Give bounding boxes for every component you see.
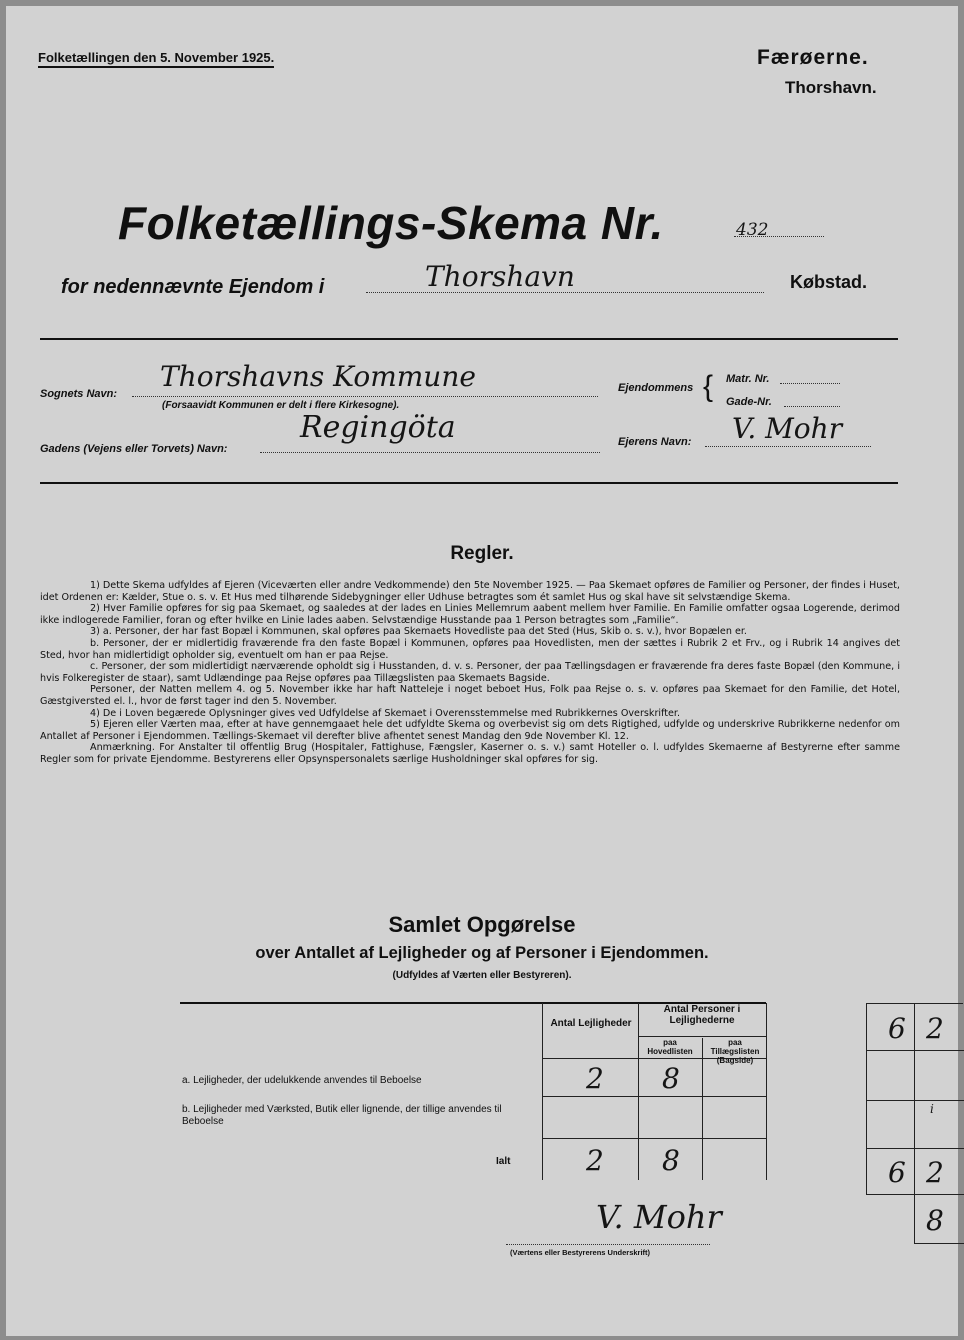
- street-label: Gadens (Vejens eller Torvets) Navn:: [40, 443, 228, 455]
- form-number: 432: [736, 220, 769, 240]
- rule-paragraph: 5) Ejeren eller Værten maa, efter at have gennemgaaet hele det udfyldte Skema og overbevist sig om dets Rigtighed, udfylde og underskrive Rubrikkerne nedenfor om Antallet af Personer i Ejendommen. Tællings-Skemaet vil derefter blive afhentet senest Mandag den 9de November Kl. 12.: [40, 719, 900, 742]
- summary-subtitle: over Antallet af Lejligheder og af Personer i Ejendommen.: [255, 944, 709, 962]
- divider: [40, 482, 898, 484]
- tally-value: 2: [926, 1012, 944, 1045]
- rule-paragraph: b. Personer, der er midlertidig fraværende fra den faste Bopæl i Kommunen, opføres paa Hovedlisten, men der sættes i Rubrik 2 et Frv., og i Rubrik 14 angives det Sted, hvor han midlertidigt opholder sig, eventuelt om han er paa Rejse.: [40, 637, 900, 661]
- rule-paragraph: 1) Dette Skema udfyldes af Ejeren (Viceværten eller andre Vedkommende) den 5te November 1925. — Paa Skemaet opføres de Familier og Personer, der findes i Huset, idet Ordenen er: Kælder, Stue o. s. v. Et Hus med tilhørende Sidebygninger eller Udhuse betragtes som ét samlet Hus og skal have sit selvstændige Skema.: [40, 580, 900, 603]
- owner-label: Ejerens Navn:: [618, 436, 692, 448]
- tally-value: 6: [888, 1012, 906, 1045]
- owner-signature: V. Mohr: [596, 1198, 722, 1236]
- rule-paragraph: Personer, der Natten mellem 4. og 5. November ikke har haft Natteleje i noget beboet Hus, Folk paa Rejse o. s. v. opføres paa Skemaet for den Familie, det Hotel, Gæstgiversted el. l., hvor de først tager ind den 5. November.: [40, 684, 900, 707]
- parish-label: Sognets Navn:: [40, 388, 118, 400]
- col-supplement-header: paa Tillægslisten (Bagside): [710, 1038, 760, 1065]
- rules-heading: Regler.: [450, 543, 514, 564]
- property-label: for nedennævnte Ejendom i: [61, 276, 325, 298]
- table-grid: [542, 1138, 766, 1139]
- rule-paragraph: 4) De i Loven begærede Oplysninger gives ved Udfyldelse af Skemaet i Overensstemmelse med Rubrikkernes Overskrifter.: [90, 707, 681, 719]
- table-grid: [542, 1096, 766, 1097]
- tally-value: 2: [926, 1156, 944, 1189]
- col-persons-header: Antal Personer i Lejlighederne: [663, 1004, 741, 1026]
- side-tally-grid: [866, 1050, 964, 1051]
- form-title: Folketællings-Skema Nr.: [118, 197, 664, 249]
- signature-caption: (Værtens eller Bestyrerens Underskrift): [510, 1248, 651, 1257]
- tally-mark: i: [930, 1102, 934, 1116]
- divider: [40, 338, 898, 340]
- matr-label: Matr. Nr.: [726, 373, 770, 385]
- side-tally-grid: [866, 1148, 964, 1149]
- summary-title: Samlet Opgørelse: [388, 912, 576, 937]
- rule-paragraph: 2) Hver Familie opføres for sig paa Skemaet, og saaledes at der lades en Linies Mellemrum aabent mellem hver Familie. En Familie omfatter ogsaa Logerende, derimod ikke indlogerede Familier, foran og efter hvilke en Linie lades aaben. Selvstændige Husstande paa 1 Person betragtes som „Familie“.: [40, 603, 900, 626]
- parish-note: (Forsaavidt Kommunen er delt i flere Kirkesogne).: [162, 400, 400, 411]
- town-label: Thorshavn.: [785, 78, 877, 97]
- rule-paragraph: Anmærkning. For Anstalter til offentlig Brug (Hospitaler, Fattighuse, Fængsler, Kaserner o. s. v.) samt Hoteller o. l. udfyldes Skemaerne af Bestyrerne efter samme Regler som for private Ejendomme. Bestyrerens eller Opsynspersonalets særlige Husholdninger skal opføres for sig.: [40, 742, 900, 765]
- gade-line: [784, 406, 840, 407]
- table-grid: [542, 1003, 543, 1180]
- side-tally-grid: [914, 1003, 915, 1243]
- matr-line: [780, 383, 840, 384]
- brace: {: [703, 370, 714, 403]
- side-tally-grid: [866, 1100, 964, 1101]
- property-id-label: Ejendommens: [618, 382, 694, 394]
- table-grid: [638, 1003, 639, 1180]
- rule-paragraph: 3) a. Personer, der har fast Bopæl i Kommunen, skal opføres paa Skemaets Hovedliste paa det Sted (Hus, Skib o. s. v.), hvor Bopælen er.: [90, 626, 747, 638]
- rules-text: [40, 580, 900, 766]
- owner-value: V. Mohr: [732, 412, 843, 445]
- owner-line: [705, 446, 871, 447]
- table-grid: [638, 1036, 766, 1037]
- signature-line: [506, 1244, 710, 1245]
- tally-value: 6: [888, 1156, 906, 1189]
- property-town-value: Thorshavn: [425, 260, 575, 293]
- property-suffix: Købstad.: [790, 272, 868, 292]
- total-main: 8: [662, 1144, 680, 1177]
- side-tally-grid: [914, 1243, 964, 1244]
- table-grid: [766, 1003, 767, 1180]
- total-apartments: 2: [586, 1144, 604, 1177]
- parish-value: Thorshavns Kommune: [160, 360, 476, 393]
- col-apartments-header: Antal Lejligheder: [550, 1018, 632, 1029]
- tally-value: 8: [926, 1204, 944, 1237]
- parish-line: [132, 396, 598, 397]
- street-value: Regingöta: [300, 410, 456, 445]
- total-label: Ialt: [496, 1156, 511, 1167]
- census-date: Folketællingen den 5. November 1925.: [38, 50, 274, 68]
- side-tally-grid: [914, 1194, 964, 1195]
- col-main-header: paa Hovedlisten: [647, 1038, 693, 1056]
- summary-note: (Udfyldes af Værten eller Bestyreren).: [392, 970, 572, 981]
- region-label: Færøerne.: [757, 46, 869, 69]
- gade-label: Gade-Nr.: [726, 396, 772, 408]
- row-a-main: 8: [662, 1062, 680, 1095]
- row-a-apartments: 2: [586, 1062, 604, 1095]
- rule-paragraph: c. Personer, der som midlertidigt nærværende opholdt sig i Husstanden, d. v. s. Personer, der paa Tællingsdagen er fraværende fra deres faste Bopæl (den Kommune, i hvis Folkeregister de staar), samt Udlændinge paa Rejse opføres paa Tillægslisten paa Skemaets Bagside.: [40, 661, 900, 684]
- row-a-label: a. Lejligheder, der udelukkende anvendes til Beboelse: [182, 1075, 422, 1086]
- street-line: [260, 452, 600, 453]
- table-grid: [702, 1038, 703, 1180]
- row-b-label: b. Lejligheder med Værksted, Butik eller lignende, der tillige anvendes til Beboelse: [182, 1104, 502, 1127]
